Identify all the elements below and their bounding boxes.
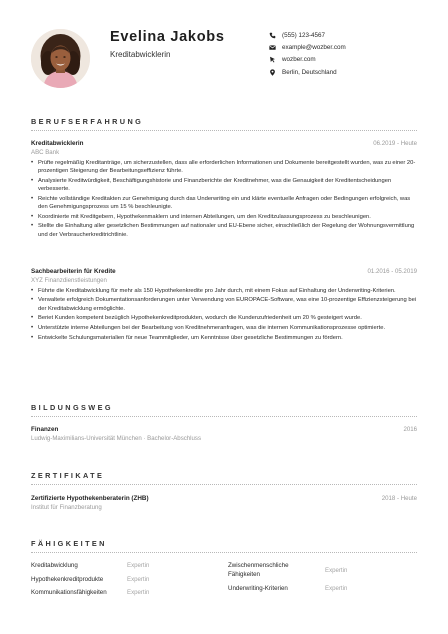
certificate-title: Zertifizierte Hypothekenberaterin (ZHB) (31, 495, 149, 502)
contact-phone (268, 29, 438, 41)
person-name: Evelina Jakobs (110, 29, 225, 45)
section-divider (31, 552, 417, 553)
skill-name: Kreditabwicklung (31, 562, 78, 569)
location-pin-icon (268, 68, 277, 77)
education-section (31, 403, 417, 417)
location-text: Berlin, Deutschland (282, 68, 337, 76)
section-title-education: BILDUNGSWEG (31, 403, 113, 412)
job-title: Sachbearbeiterin für Kredite (31, 268, 116, 275)
job-bullet: • Prüfte regelmäßig Kreditanträge, um sicherzustellen, dass alle erforderlichen Informationen und Dokumente bereitgestellt wurden, was zu einer 20-prozentigen Steigerung der Bearbeitungseffizienz führte. (31, 159, 417, 175)
contact-website (268, 54, 438, 66)
certificates-section (31, 471, 417, 485)
job-date: 01.2016 - 05.2019 (367, 268, 417, 275)
phone-icon (268, 31, 277, 40)
section-title-skills: FÄHIGKEITEN (31, 539, 107, 548)
section-divider (31, 416, 417, 417)
skill-name: Underwriting-Kriterien (228, 585, 288, 592)
skill-name: Hypothekenkreditprodukte (31, 575, 104, 583)
job-entry (31, 268, 417, 344)
website-text: wozber.com (282, 56, 316, 64)
section-title-experience: BERUFSERFAHRUNG (31, 117, 144, 126)
education-date: 2016 (403, 426, 417, 433)
job-date: 06.2019 - Heute (373, 140, 417, 147)
skill-name: Kommunikationsfähigkeiten (31, 589, 107, 596)
skill-level: Expertin (325, 567, 348, 574)
mail-icon (268, 43, 277, 52)
job-bullets (31, 287, 417, 343)
job-bullet: • Analysierte Kreditwürdigkeit, Beschäftigungshistorie und Finanzberichte der Kreditnehmer, was die Genauigkeit der Kreditentscheidungen verbesserte. (31, 177, 417, 193)
job-role: Kreditabwicklerin (110, 50, 171, 59)
portrait-photo (31, 29, 90, 88)
section-divider (31, 484, 417, 485)
education-entry (31, 426, 417, 442)
job-bullet: • Entwickelte Schulungsmaterialien für neue Teammitglieder, um Kenntnisse über gesetzliche Bestimmungen zu fördern. (31, 334, 417, 342)
job-company: ABC Bank (31, 148, 60, 156)
job-bullets (31, 159, 417, 239)
contact-location (268, 66, 438, 78)
email-text: example@wozber.com (282, 44, 346, 52)
certificate-date: 2018 - Heute (381, 495, 417, 502)
section-divider (31, 130, 417, 131)
section-title-certificates: ZERTIFIKATE (31, 471, 105, 480)
avatar (31, 29, 90, 88)
skill-name: Zwischenmenschliche Fähigkeiten (228, 562, 289, 578)
job-bullet: • Koordinierte mit Kreditgebern, Hypothekenmaklern und internen Abteilungen, um den Kreditzulassungsprozess zu beschleunigen. (31, 213, 417, 221)
job-bullet: • Verwaltete erfolgreich Dokumentationsanforderungen unter Verwendung von EUROPACE-Software, was eine 10-prozentige Effizienzsteigerung bei der Kreditabwicklung ermöglichte. (31, 296, 417, 312)
education-title: Finanzen (31, 426, 59, 433)
education-detail: Ludwig-Maximilians-Universität München · Bachelor-Abschluss (31, 434, 202, 442)
phone-text: (555) 123-4567 (282, 31, 326, 39)
job-bullet: • Reichte vollständige Kreditakten zur Genehmigung durch das Underwriting ein und klärte eventuelle Anfragen oder Bedingungen erfolgreich, was den Genehmigungsprozess um 15 % beschleunigte. (31, 195, 417, 211)
job-bullet: • Beriet Kunden kompetent bezüglich Hypothekenkreditprodukten, wodurch die Kundenzufriedenheit um 20 % gesteigert wurde. (31, 314, 417, 322)
skill-level: Expertin (127, 562, 150, 569)
cursor-icon (268, 55, 277, 64)
skill-level: Expertin (325, 585, 348, 592)
job-bullet: • Führte die Kreditabwicklung für mehr als 150 Hypothekenkredite pro Jahr durch, mit einem Fokus auf Einhaltung der Underwriting-Kriterien. (31, 287, 417, 295)
job-entry (31, 140, 417, 240)
resume-header (0, 0, 448, 100)
skill-level: Expertin (127, 589, 150, 596)
contact-email (268, 41, 438, 53)
job-bullet: • Unterstützte interne Abteilungen bei der Bearbeitung von Kreditnehmeranfragen, was die internen Kommunikationsprozesse optimierte. (31, 324, 417, 332)
skills-section (31, 539, 417, 553)
job-company: XYZ Finanzdienstleistungen (31, 276, 107, 284)
contact-list (268, 29, 438, 79)
experience-section (31, 117, 417, 131)
certificate-issuer: Institut für Finanzberatung (31, 503, 102, 511)
skill-level: Expertin (127, 575, 150, 583)
job-title: Kreditabwicklerin (31, 140, 84, 147)
job-bullet: • Stellte die Einhaltung aller gesetzlichen Bestimmungen auf nationaler und EU-Ebene sicher, einschließlich der Regelung der Wohnungsvermittlung und der Verbraucherkreditrichtlinie. (31, 222, 417, 238)
certificate-entry (31, 495, 417, 511)
